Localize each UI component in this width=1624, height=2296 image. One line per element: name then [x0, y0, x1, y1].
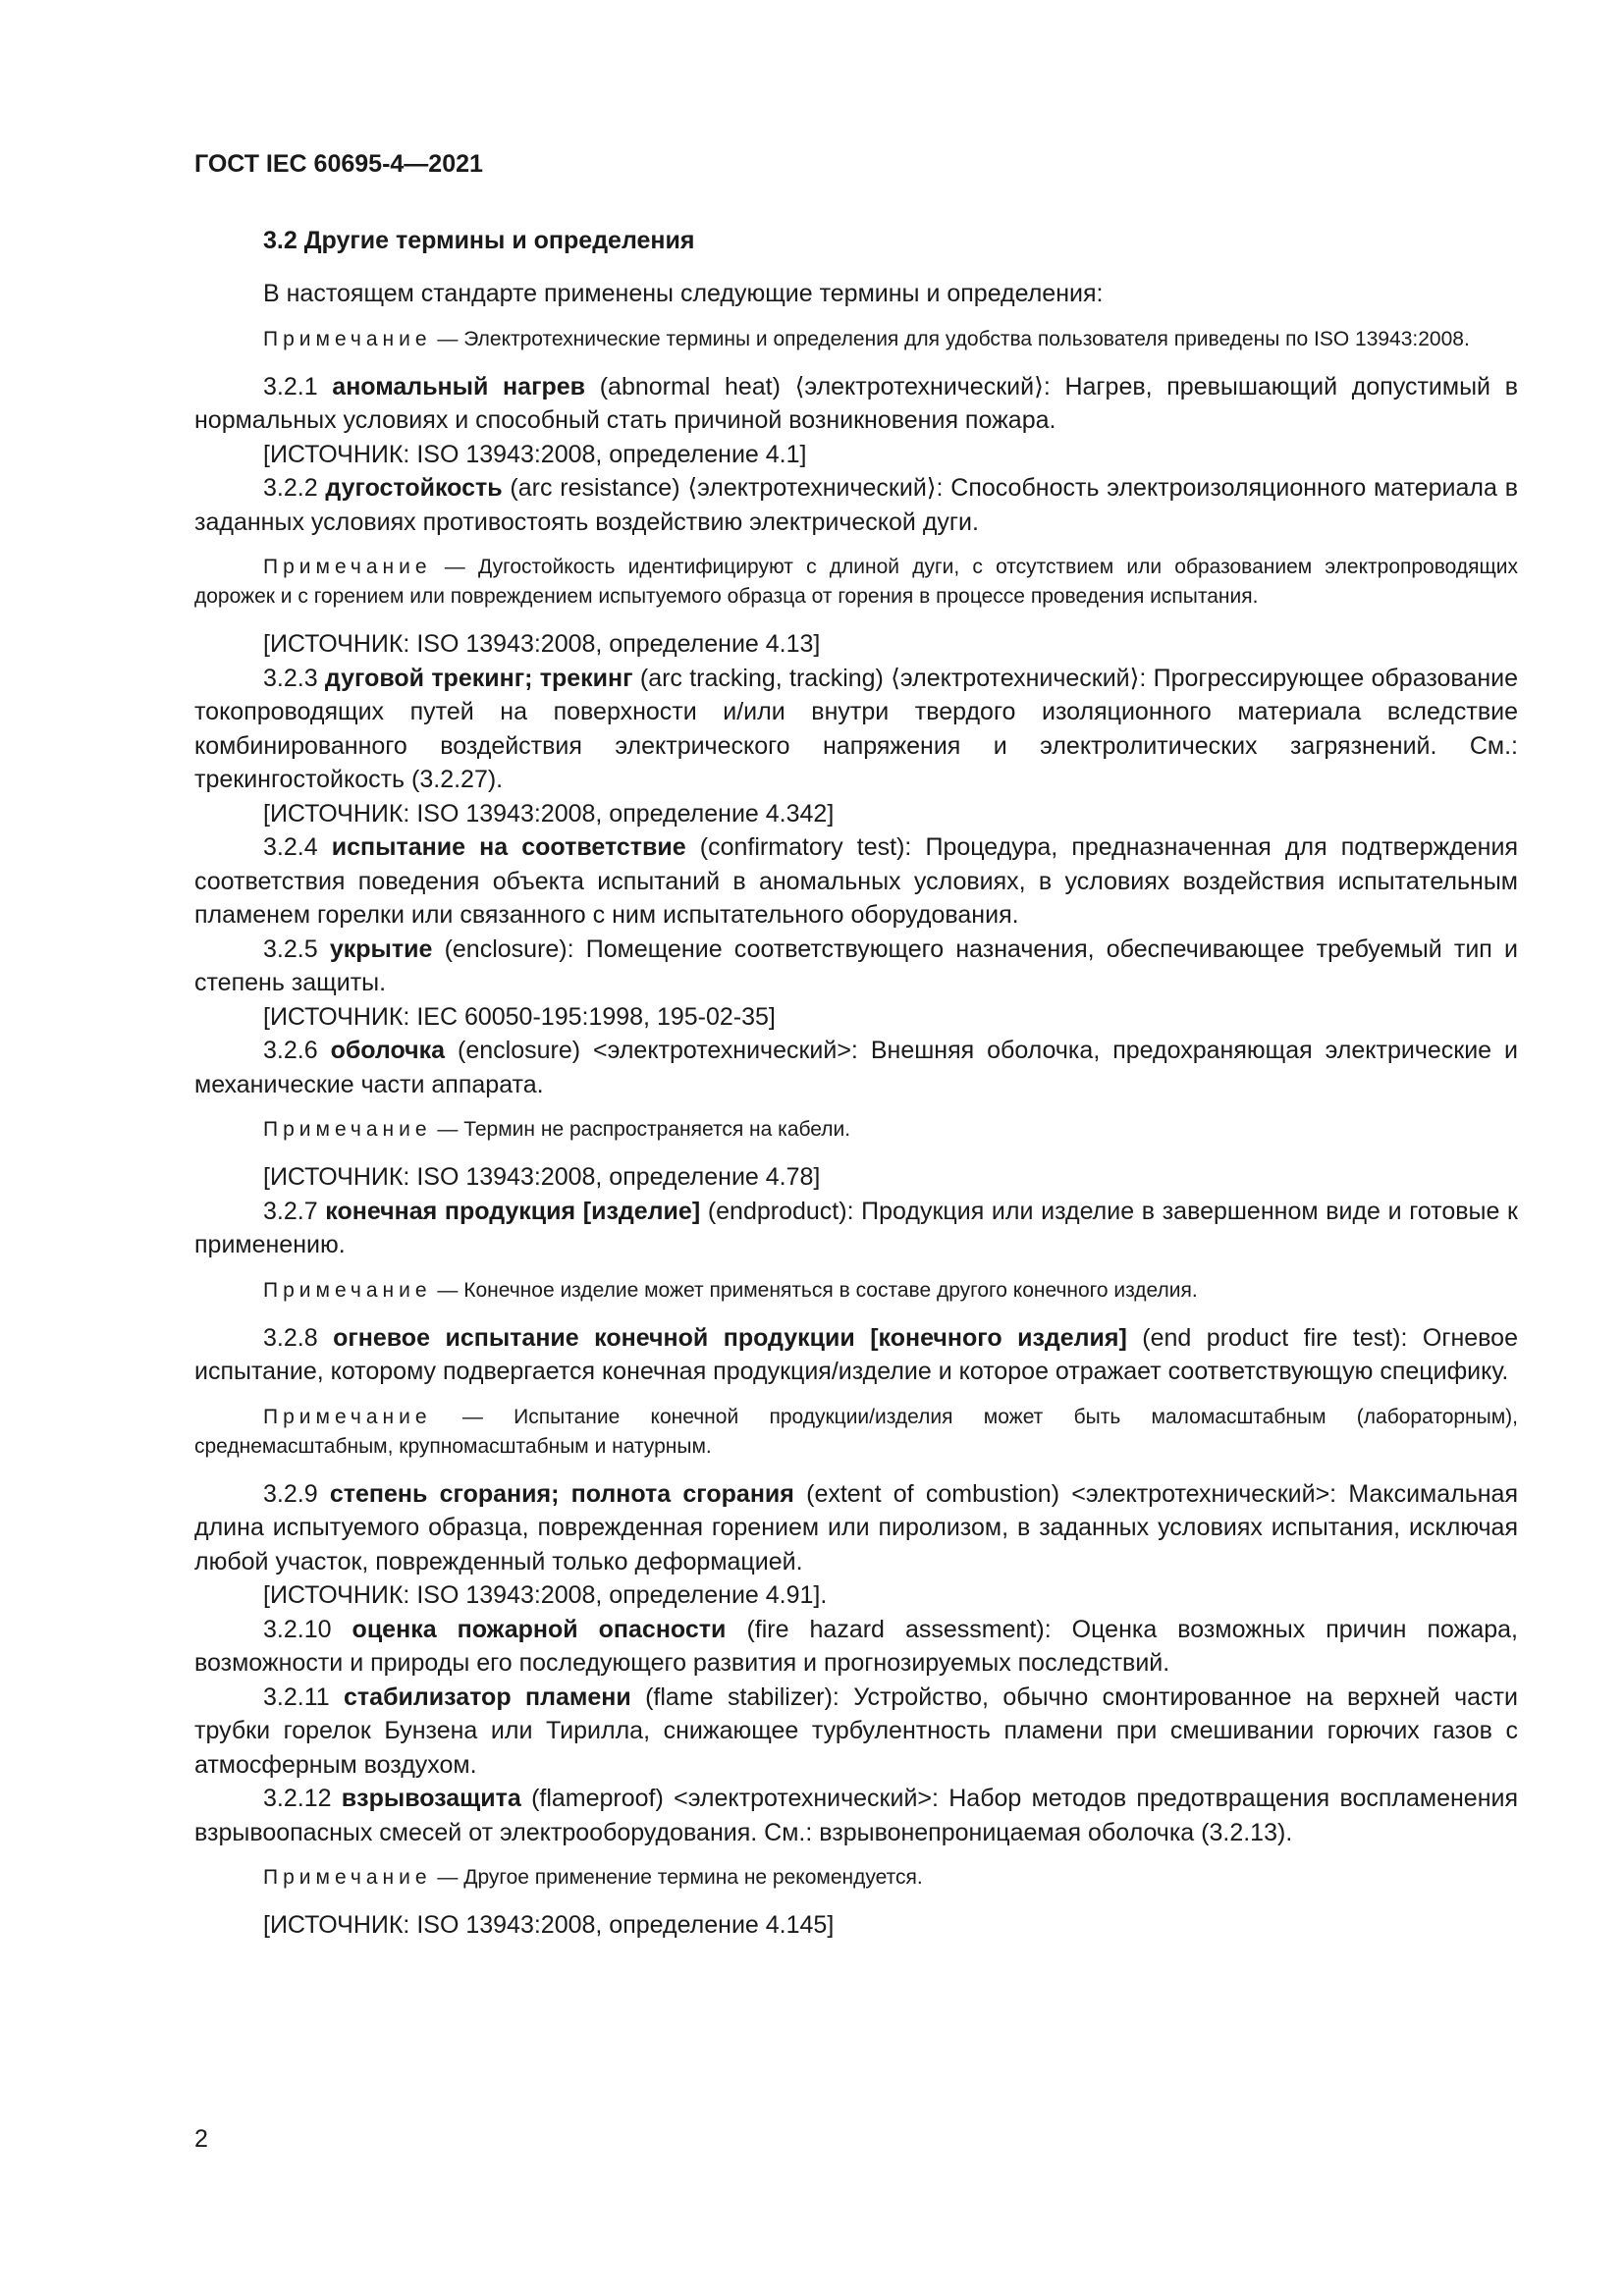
source-ref: [ИСТОЧНИК: ISO 13943:2008, определение 4.1]	[263, 440, 807, 468]
term-3-2-11: 3.2.11 стабилизатор пламени (flame stabilizer): Устройство, обычно смонтированное на верхней части трубки горелок Бунзена или Тирилла, снижающее турбулентность пламени при смешивании горючих газов с атмосферным воздухом.	[194, 1682, 1518, 1779]
term-3-2-1: 3.2.1 аномальный нагрев (abnormal heat) ⟨электротехнический⟩: Нагрев, превышающий допустимый в нормальных условиях и способный стать причиной возникновения пожара.	[194, 372, 1518, 434]
document-header: ГОСТ IEC 60695-4—2021	[194, 150, 483, 178]
source-ref: [ИСТОЧНИК: ISO 13943:2008, определение 4.78]	[263, 1163, 821, 1191]
term-3-2-3: 3.2.3 дуговой трекинг; трекинг (arc tracking, tracking) ⟨электротехнический⟩: Прогрессирующее образование токопроводящих путей на поверхности и/или внутри твердого изоляционного материала вследствие комбинированного воздействия электрического напряжения и электролитических загрязнений. См.: трекингостойкость (3.2.27).	[194, 664, 1518, 793]
source-ref: [ИСТОЧНИК: ISO 13943:2008, определение 4.145]	[263, 1911, 835, 1939]
note: Примечание — Конечное изделие может применяться в составе другого конечного изделия.	[263, 1278, 1198, 1302]
term-3-2-12: 3.2.12 взрывозащита (flameproof) <электротехнический>: Набор методов предотвращения воспламенения взрывоопасных смесей от электрооборудования. См.: взрывонепроницаемая оболочка (3.2.13).	[194, 1785, 1519, 1846]
term-3-2-9: 3.2.9 степень сгорания; полнота сгорания (extent of combustion) <электротехнический>: Максимальная длина испытуемого образца, поврежденная горением или пиролизом, в заданных условиях испытания, исключая любой участок, поврежденный только деформацией.	[194, 1479, 1518, 1575]
note: Примечание — Термин не распространяется на кабели.	[263, 1118, 851, 1141]
term-3-2-5: 3.2.5 укрытие (enclosure): Помещение соответствующего назначения, обеспечивающее требуемый тип и степень защиты.	[194, 934, 1518, 996]
note: Примечание — Испытание конечной продукции/изделия может быть маломасштабным (лабораторным), среднемасштабным, крупномасштабным и натурным.	[194, 1405, 1519, 1458]
term-3-2-4: 3.2.4 испытание на соответствие (confirmatory test): Процедура, предназначенная для подтверждения соответствия поведения объекта испытаний в аномальных условиях, в условиях воздействия испытательным пламенем горелки или связанного с ним испытательного оборудования.	[194, 833, 1518, 929]
note: Примечание — Другое применение термина не рекомендуется.	[263, 1866, 923, 1889]
document-body	[194, 224, 1518, 1943]
source-ref: [ИСТОЧНИК: ISO 13943:2008, определение 4.91].	[263, 1581, 828, 1609]
term-3-2-2: 3.2.2 дугостойкость (arc resistance) ⟨электротехнический⟩: Способность электроизоляционного материала в заданных условиях противостоять воздействию электрической дуги.	[194, 474, 1518, 536]
term-3-2-8: 3.2.8 огневое испытание конечной продукции [конечного изделия] (end product fire test): Огневое испытание, которому подвергается конечная продукция/изделие и которое отражает соответствующую специфику.	[194, 1323, 1518, 1385]
term-3-2-10: 3.2.10 оценка пожарной опасности (fire hazard assessment): Оценка возможных причин пожара, возможности и природы его последующего развития и прогнозируемых последствий.	[194, 1615, 1519, 1677]
source-ref: [ИСТОЧНИК: IEC 60050-195:1998, 195-02-35]	[263, 1002, 776, 1031]
section-title: 3.2 Другие термины и определения	[263, 227, 695, 254]
term-3-2-7: 3.2.7 конечная продукция [изделие] (endproduct): Продукция или изделие в завершенном виде и готовые к применению.	[194, 1197, 1518, 1258]
source-ref: [ИСТОЧНИК: ISO 13943:2008, определение 4.13]	[263, 630, 821, 658]
page-number: 2	[194, 2125, 208, 2153]
note: Примечание — Электротехнические термины и определения для удобства пользователя приведены по ISO 13943:2008.	[263, 327, 1470, 350]
source-ref: [ИСТОЧНИК: ISO 13943:2008, определение 4.342]	[263, 799, 835, 828]
term-3-2-6: 3.2.6 оболочка (enclosure) <электротехнический>: Внешняя оболочка, предохраняющая электрические и механические части аппарата.	[194, 1037, 1518, 1098]
note: Примечание — Дугостойкость идентифицируют с длиной дуги, с отсутствием или образованием электропроводящих дорожек и с горением или повреждением испытуемого образца от горения в процессе проведения испытания.	[194, 556, 1518, 608]
intro-paragraph: В настоящем стандарте применены следующие термины и определения:	[263, 280, 1104, 307]
